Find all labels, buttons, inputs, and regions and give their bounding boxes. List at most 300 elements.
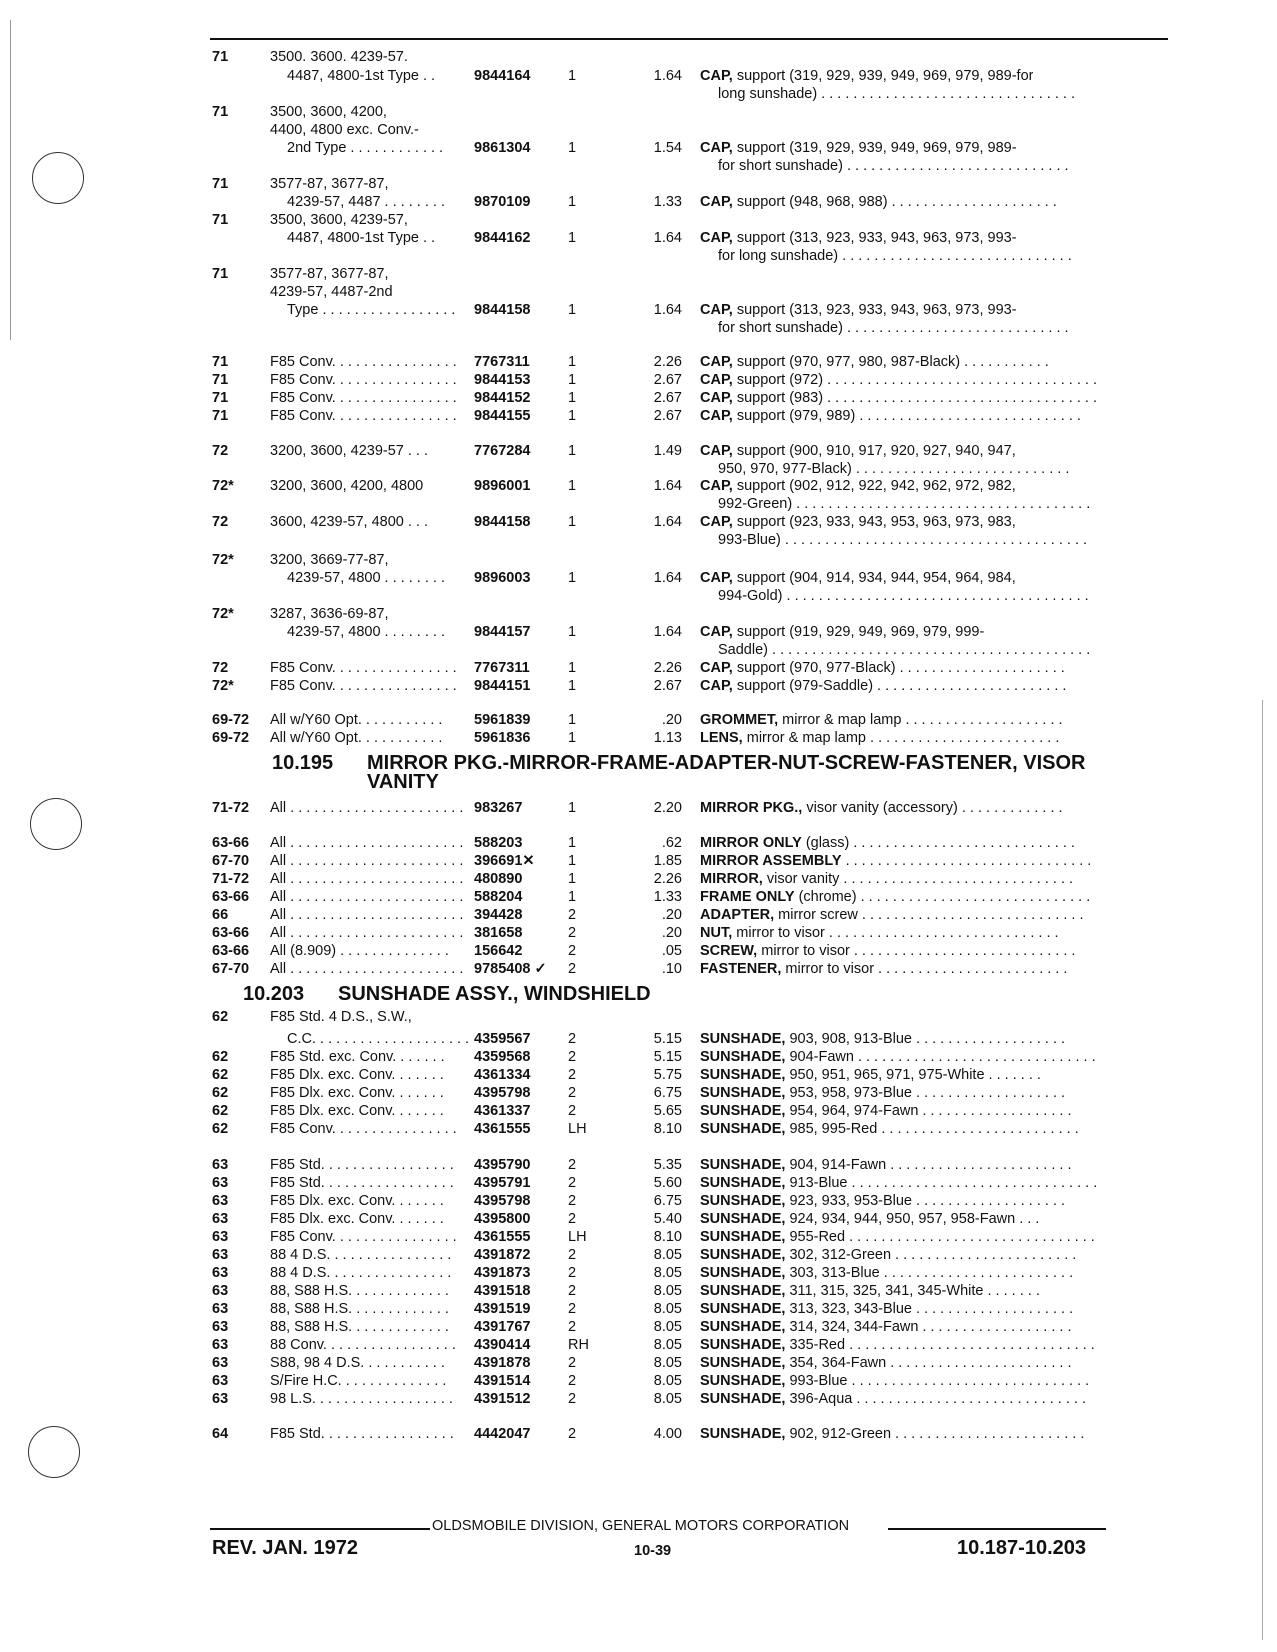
item-detail: 904-Fawn . . . . . . . . . . . . . . . . . . . . . . . . . . . . . . [789,1049,1096,1065]
part-number-cell: 4361555 [474,1229,531,1245]
year-cell: 67-70 [212,853,250,869]
item-name: SUNSHADE, [700,1426,786,1442]
description-cell [700,924,1059,942]
part-number-cell: 7767284 [474,443,531,459]
quantity-cell: 1 [568,478,577,494]
part-number-cell: 9844162 [474,230,531,246]
description-cell [700,1048,1096,1066]
quantity-cell: 1 [568,302,577,318]
table-row [0,211,1277,229]
item-name: MIRROR ASSEMBLY [700,853,842,869]
table-row [0,247,1277,265]
model-cell: All . . . . . . . . . . . . . . . . . . . . . . [270,889,464,905]
part-number-cell: 396691✕ [474,853,535,869]
table-row [0,1048,1277,1066]
item-detail: support (923, 933, 943, 953, 963, 973, 983, [736,514,1016,530]
model-cell: All . . . . . . . . . . . . . . . . . . . . . . [270,853,464,869]
model-cell: All (8.909) . . . . . . . . . . . . . . [270,943,449,959]
year-cell: 63 [212,1265,229,1281]
item-name: ADAPTER, [700,907,775,923]
part-number-cell: 9785408 ✓ [474,961,547,977]
item-name: SUNSHADE, [700,1229,786,1245]
part-number-cell: 9896003 [474,570,531,586]
quantity-cell: 1 [568,624,577,640]
year-cell: 62 [212,1121,229,1137]
footer-section-range: 10.187-10.203 [957,1537,1087,1559]
price-cell: 1.33 [653,889,682,905]
item-name: SUNSHADE, [700,1247,786,1263]
footer-corporation: OLDSMOBILE DIVISION, GENERAL MOTORS CORPORATION [432,1518,850,1534]
part-number-cell: 9844151 [474,678,531,694]
table-row [0,729,1277,747]
price-cell: 2.26 [653,354,682,370]
description-cell [700,1336,1095,1354]
model-cell: All w/Y60 Opt. . . . . . . . . . . [270,730,443,746]
part-number-cell: 9844152 [474,390,531,406]
year-cell: 72* [212,478,234,494]
model-cell: 88 4 D.S. . . . . . . . . . . . . . . . [270,1265,452,1281]
table-row [0,175,1277,193]
item-detail: long sunshade) . . . . . . . . . . . . . . . . . . . . . . . . . . . . . . . . [718,86,1075,102]
table-row [0,1318,1277,1336]
item-name: SUNSHADE, [700,1373,786,1389]
model-cell: 88, S88 H.S. . . . . . . . . . . . . [270,1319,449,1335]
table-row [0,888,1277,906]
year-cell: 63 [212,1193,229,1209]
price-cell: 8.05 [653,1319,682,1335]
model-cell: 4239-57, 4487-2nd [270,284,393,300]
model-cell: 3500, 3600, 4239-57, [270,212,408,228]
description-cell [700,1210,1039,1228]
table-row [0,1390,1277,1408]
description-cell [700,1102,1072,1120]
description-cell [718,460,1069,478]
model-cell: F85 Dlx. exc. Conv. . . . . . . [270,1193,444,1209]
quantity-cell: 1 [568,390,577,406]
description-cell [718,495,1090,513]
year-cell: 63 [212,1355,229,1371]
item-detail: visor vanity (accessory) . . . . . . . . . . . . . [806,800,1063,816]
year-cell: 62 [212,1085,229,1101]
table-row [0,229,1277,247]
year-cell: 63-66 [212,835,250,851]
price-cell: 2.67 [653,390,682,406]
model-cell: 3287, 3636-69-87, [270,606,389,622]
price-cell: .20 [661,712,682,728]
item-name: CAP, [700,570,733,586]
part-number-cell: 9844157 [474,624,531,640]
item-detail: 993-Blue) . . . . . . . . . . . . . . . . . . . . . . . . . . . . . . . . . . . . . . [718,532,1088,548]
quantity-cell: 1 [568,408,577,424]
description-cell [700,1084,1065,1102]
description-cell [700,569,1016,587]
part-number-cell: 4361337 [474,1103,531,1119]
item-detail: . . . . . . . . . . . . . . . . . . . . . . . . . . . . . . . [845,853,1092,869]
table-row [0,301,1277,319]
quantity-cell: 1 [568,800,577,816]
part-number-cell: 381658 [474,925,523,941]
table-row [0,711,1277,729]
part-number-cell: 394428 [474,907,523,923]
model-cell: All w/Y60 Opt. . . . . . . . . . . [270,712,443,728]
description-cell [700,513,1016,531]
part-number-cell: 4395790 [474,1157,531,1173]
model-cell: 4487, 4800-1st Type . . [287,230,436,246]
year-cell: 63-66 [212,943,250,959]
item-detail: for short sunshade) . . . . . . . . . . . . . . . . . . . . . . . . . . . . [718,320,1069,336]
year-cell: 63 [212,1301,229,1317]
item-detail: for long sunshade) . . . . . . . . . . . . . . . . . . . . . . . . . . . . . [718,248,1072,264]
model-cell: F85 Std. . . . . . . . . . . . . . . . . [270,1175,454,1191]
description-cell [700,799,1063,817]
model-cell: F85 Conv. . . . . . . . . . . . . . . . [270,678,457,694]
part-number-cell: 9861304 [474,140,531,156]
item-detail: support (900, 910, 917, 920, 927, 940, 947, [736,443,1016,459]
year-cell: 71 [212,176,229,192]
quantity-cell: 1 [568,443,577,459]
item-name: NUT, [700,925,733,941]
price-cell: 1.33 [653,194,682,210]
item-name: SUNSHADE, [700,1301,786,1317]
price-cell: 5.15 [653,1031,682,1047]
item-detail: 902, 912-Green . . . . . . . . . . . . . . . . . . . . . . . . [789,1426,1085,1442]
table-row [0,371,1277,389]
item-detail: 303, 313-Blue . . . . . . . . . . . . . . . . . . . . . . . . [789,1265,1074,1281]
item-name: MIRROR, [700,871,763,887]
year-cell: 63 [212,1175,229,1191]
description-cell [718,247,1072,265]
quantity-cell: 1 [568,68,577,84]
table-row [0,513,1277,531]
item-name: CAP, [700,660,733,676]
table-row [0,1120,1277,1138]
year-cell: 72 [212,443,229,459]
item-name: SUNSHADE, [700,1175,786,1191]
description-cell [700,301,1017,319]
part-number-cell: 9844158 [474,302,531,318]
table-row [0,157,1277,175]
model-cell: S/Fire H.C. . . . . . . . . . . . . . [270,1373,447,1389]
quantity-cell: 1 [568,140,577,156]
quantity-cell: LH [568,1229,587,1245]
price-cell: 1.85 [653,853,682,869]
description-cell [700,407,1081,425]
description-cell [700,1264,1073,1282]
price-cell: 1.13 [653,730,682,746]
year-cell: 71 [212,408,229,424]
price-cell: 1.64 [653,478,682,494]
part-number-cell: 7767311 [474,660,530,676]
price-cell: 6.75 [653,1193,682,1209]
part-number-cell: 588204 [474,889,523,905]
price-cell: 5.60 [653,1175,682,1191]
model-cell: F85 Std. 4 D.S., S.W., [270,1009,412,1025]
price-cell: 5.40 [653,1211,682,1227]
description-cell [700,960,1067,978]
quantity-cell: LH [568,1121,587,1137]
price-cell: 8.05 [653,1355,682,1371]
table-row [0,551,1277,569]
description-cell [700,1030,1065,1048]
description-cell [700,442,1016,460]
model-cell: C.C. . . . . . . . . . . . . . . . . . . . [287,1031,470,1047]
price-cell: 8.05 [653,1247,682,1263]
model-cell: F85 Conv. . . . . . . . . . . . . . . . [270,354,457,370]
table-row [0,1425,1277,1443]
model-cell: F85 Dlx. exc. Conv. . . . . . . [270,1211,444,1227]
item-name: CAP, [700,194,733,210]
model-cell: F85 Conv. . . . . . . . . . . . . . . . [270,1229,457,1245]
quantity-cell: 2 [568,907,577,923]
description-cell [700,371,1097,389]
description-cell [700,1156,1071,1174]
quantity-cell: 1 [568,678,577,694]
description-cell [700,729,1059,747]
price-cell: 2.26 [653,871,682,887]
description-cell [700,1120,1079,1138]
part-number-cell: 4391512 [474,1391,531,1407]
model-cell: 3200, 3600, 4200, 4800 [270,478,424,494]
table-row [0,605,1277,623]
model-cell: 3577-87, 3677-87, [270,176,389,192]
model-cell: 4239-57, 4800 . . . . . . . . [287,624,445,640]
item-detail: 302, 312-Green . . . . . . . . . . . . . . . . . . . . . . . [789,1247,1077,1263]
table-row [0,1210,1277,1228]
quantity-cell: 1 [568,730,577,746]
table-row [0,1228,1277,1246]
quantity-cell: 2 [568,1067,577,1083]
price-cell: 2.20 [653,800,682,816]
item-detail: mirror to visor . . . . . . . . . . . . . . . . . . . . . . . . . . . . [761,943,1076,959]
price-cell: 8.05 [653,1265,682,1281]
part-number-cell: 9844153 [474,372,531,388]
model-cell: 3500. 3600. 4239-57. [270,49,408,65]
item-detail: support (983) . . . . . . . . . . . . . . . . . . . . . . . . . . . . . . . . . . [736,390,1097,406]
table-row [0,852,1277,870]
item-detail: support (902, 912, 922, 942, 962, 972, 982, [736,478,1016,494]
table-row [0,1192,1277,1210]
table-row [0,1300,1277,1318]
table-row [0,67,1277,85]
price-cell: 1.64 [653,230,682,246]
table-row [0,1264,1277,1282]
price-cell: 5.35 [653,1157,682,1173]
item-detail: support (319, 929, 939, 949, 969, 979, 989- [736,140,1017,156]
footer-rule-right [888,1528,1106,1530]
description-cell [700,834,1075,852]
quantity-cell: 2 [568,1049,577,1065]
item-detail: 994-Gold) . . . . . . . . . . . . . . . . . . . . . . . . . . . . . . . . . . . . . . [718,588,1089,604]
price-cell: 2.67 [653,372,682,388]
table-row [0,1174,1277,1192]
year-cell: 62 [212,1103,229,1119]
description-cell [700,1066,1041,1084]
item-detail: for short sunshade) . . . . . . . . . . . . . . . . . . . . . . . . . . . . [718,158,1069,174]
description-cell [700,1372,1089,1390]
price-cell: 4.00 [653,1426,682,1442]
year-cell: 63 [212,1319,229,1335]
item-name: CAP, [700,408,733,424]
table-row [0,103,1277,121]
part-number-cell: 9844164 [474,68,531,84]
item-detail: 924, 934, 944, 950, 957, 958-Fawn . . . [789,1211,1040,1227]
description-cell [700,389,1097,407]
item-name: CAP, [700,624,733,640]
part-number-cell: 4391767 [474,1319,531,1335]
quantity-cell: 2 [568,1301,577,1317]
item-name: SUNSHADE, [700,1067,786,1083]
price-cell: 1.64 [653,68,682,84]
description-cell [700,1300,1073,1318]
year-cell: 63 [212,1283,229,1299]
item-detail: support (970, 977-Black) . . . . . . . . . . . . . . . . . . . . . [736,660,1065,676]
part-number-cell: 4391518 [474,1283,531,1299]
model-cell: F85 Dlx. exc. Conv. . . . . . . [270,1067,444,1083]
description-cell [700,193,1057,211]
description-cell [700,1246,1076,1264]
price-cell: 6.75 [653,1085,682,1101]
quantity-cell: 2 [568,1193,577,1209]
quantity-cell: 1 [568,712,577,728]
model-cell: All . . . . . . . . . . . . . . . . . . . . . . [270,961,464,977]
table-row [0,1030,1277,1048]
model-cell: 88, S88 H.S. . . . . . . . . . . . . [270,1301,449,1317]
item-detail: support (979-Saddle) . . . . . . . . . . . . . . . . . . . . . . . . [736,678,1067,694]
year-cell: 72* [212,678,234,694]
item-name: CAP, [700,230,733,246]
table-row [0,1084,1277,1102]
item-detail: support (972) . . . . . . . . . . . . . . . . . . . . . . . . . . . . . . . . . . [736,372,1097,388]
table-row [0,623,1277,641]
item-detail: visor vanity . . . . . . . . . . . . . . . . . . . . . . . . . . . . . [766,871,1074,887]
price-cell: 1.64 [653,302,682,318]
section-number: 10.195 [272,752,334,774]
item-name: SUNSHADE, [700,1049,786,1065]
description-cell [718,157,1069,175]
item-name: MIRROR PKG., [700,800,803,816]
model-cell: 4400, 4800 exc. Conv.- [270,122,419,138]
price-cell: 1.64 [653,570,682,586]
description-cell [700,623,984,641]
model-cell: F85 Conv. . . . . . . . . . . . . . . . [270,408,457,424]
description-cell [718,587,1089,605]
quantity-cell: 2 [568,1319,577,1335]
table-row [0,265,1277,283]
item-detail: 923, 933, 953-Blue . . . . . . . . . . . . . . . . . . . [789,1193,1066,1209]
table-row [0,353,1277,371]
item-detail: mirror screw . . . . . . . . . . . . . . . . . . . . . . . . . . . . [778,907,1084,923]
price-cell: 8.05 [653,1391,682,1407]
part-number-cell: 4361334 [474,1067,531,1083]
price-cell: 1.64 [653,514,682,530]
table-row [0,121,1277,139]
quantity-cell: 2 [568,1265,577,1281]
part-number-cell: 4395798 [474,1193,531,1209]
quantity-cell: 2 [568,961,577,977]
item-name: SUNSHADE, [700,1355,786,1371]
description-cell [700,659,1065,677]
item-detail: support (904, 914, 934, 944, 954, 964, 984, [736,570,1016,586]
year-cell: 71 [212,266,229,282]
part-number-cell: 4359567 [474,1031,531,1047]
year-cell: 71-72 [212,800,250,816]
part-number-cell: 4391878 [474,1355,531,1371]
table-row [0,942,1277,960]
model-cell: All . . . . . . . . . . . . . . . . . . . . . . [270,925,464,941]
part-number-cell: 9870109 [474,194,531,210]
part-number-cell: 983267 [474,800,523,816]
price-cell: 5.15 [653,1049,682,1065]
part-number-cell: 4442047 [474,1426,531,1442]
item-detail: mirror & map lamp . . . . . . . . . . . . . . . . . . . . . . . . [746,730,1060,746]
quantity-cell: 1 [568,835,577,851]
model-cell: F85 Std. . . . . . . . . . . . . . . . . [270,1157,454,1173]
description-cell [700,1425,1084,1443]
item-name: GROMMET, [700,712,779,728]
model-cell: 88, S88 H.S. . . . . . . . . . . . . [270,1283,449,1299]
table-row [0,477,1277,495]
table-row [0,870,1277,888]
table-row [0,1336,1277,1354]
description-cell [700,229,1017,247]
table-row [0,1246,1277,1264]
quantity-cell: 1 [568,889,577,905]
part-number-cell: 4391514 [474,1373,531,1389]
item-detail: 993-Blue . . . . . . . . . . . . . . . . . . . . . . . . . . . . . . [789,1373,1090,1389]
description-cell [700,1174,1097,1192]
top-rule [210,38,1168,40]
part-number-cell: 9844155 [474,408,531,424]
table-row [0,531,1277,549]
quantity-cell: 2 [568,1103,577,1119]
item-name: SUNSHADE, [700,1391,786,1407]
table-row [0,1372,1277,1390]
item-name: CAP, [700,372,733,388]
quantity-cell: 2 [568,943,577,959]
table-row [0,389,1277,407]
price-cell: 2.26 [653,660,682,676]
item-detail: 354, 364-Fawn . . . . . . . . . . . . . . . . . . . . . . . [789,1355,1072,1371]
description-cell [700,1318,1072,1336]
item-name: CAP, [700,678,733,694]
quantity-cell: 2 [568,1175,577,1191]
item-detail: 950, 970, 977-Black) . . . . . . . . . . . . . . . . . . . . . . . . . . . [718,461,1070,477]
item-name: SUNSHADE, [700,1121,786,1137]
item-detail: 311, 315, 325, 341, 345-White . . . . . . . [789,1283,1040,1299]
table-row [0,906,1277,924]
part-number-cell: 4391872 [474,1247,531,1263]
model-cell: All . . . . . . . . . . . . . . . . . . . . . . [270,800,464,816]
item-name: SUNSHADE, [700,1193,786,1209]
price-cell: 1.64 [653,624,682,640]
item-name: SUNSHADE, [700,1103,786,1119]
item-name: SCREW, [700,943,758,959]
model-cell: 3200, 3600, 4239-57 . . . [270,443,429,459]
quantity-cell: 1 [568,570,577,586]
table-row [0,1282,1277,1300]
model-cell: 4239-57, 4800 . . . . . . . . [287,570,445,586]
year-cell: 71 [212,354,229,370]
model-cell: 88 4 D.S. . . . . . . . . . . . . . . . [270,1247,452,1263]
price-cell: 5.65 [653,1103,682,1119]
quantity-cell: 1 [568,871,577,887]
description-cell [718,531,1087,549]
price-cell: 8.05 [653,1301,682,1317]
table-row [0,587,1277,605]
quantity-cell: 2 [568,1031,577,1047]
description-cell [700,1192,1065,1210]
model-cell: 3577-87, 3677-87, [270,266,389,282]
